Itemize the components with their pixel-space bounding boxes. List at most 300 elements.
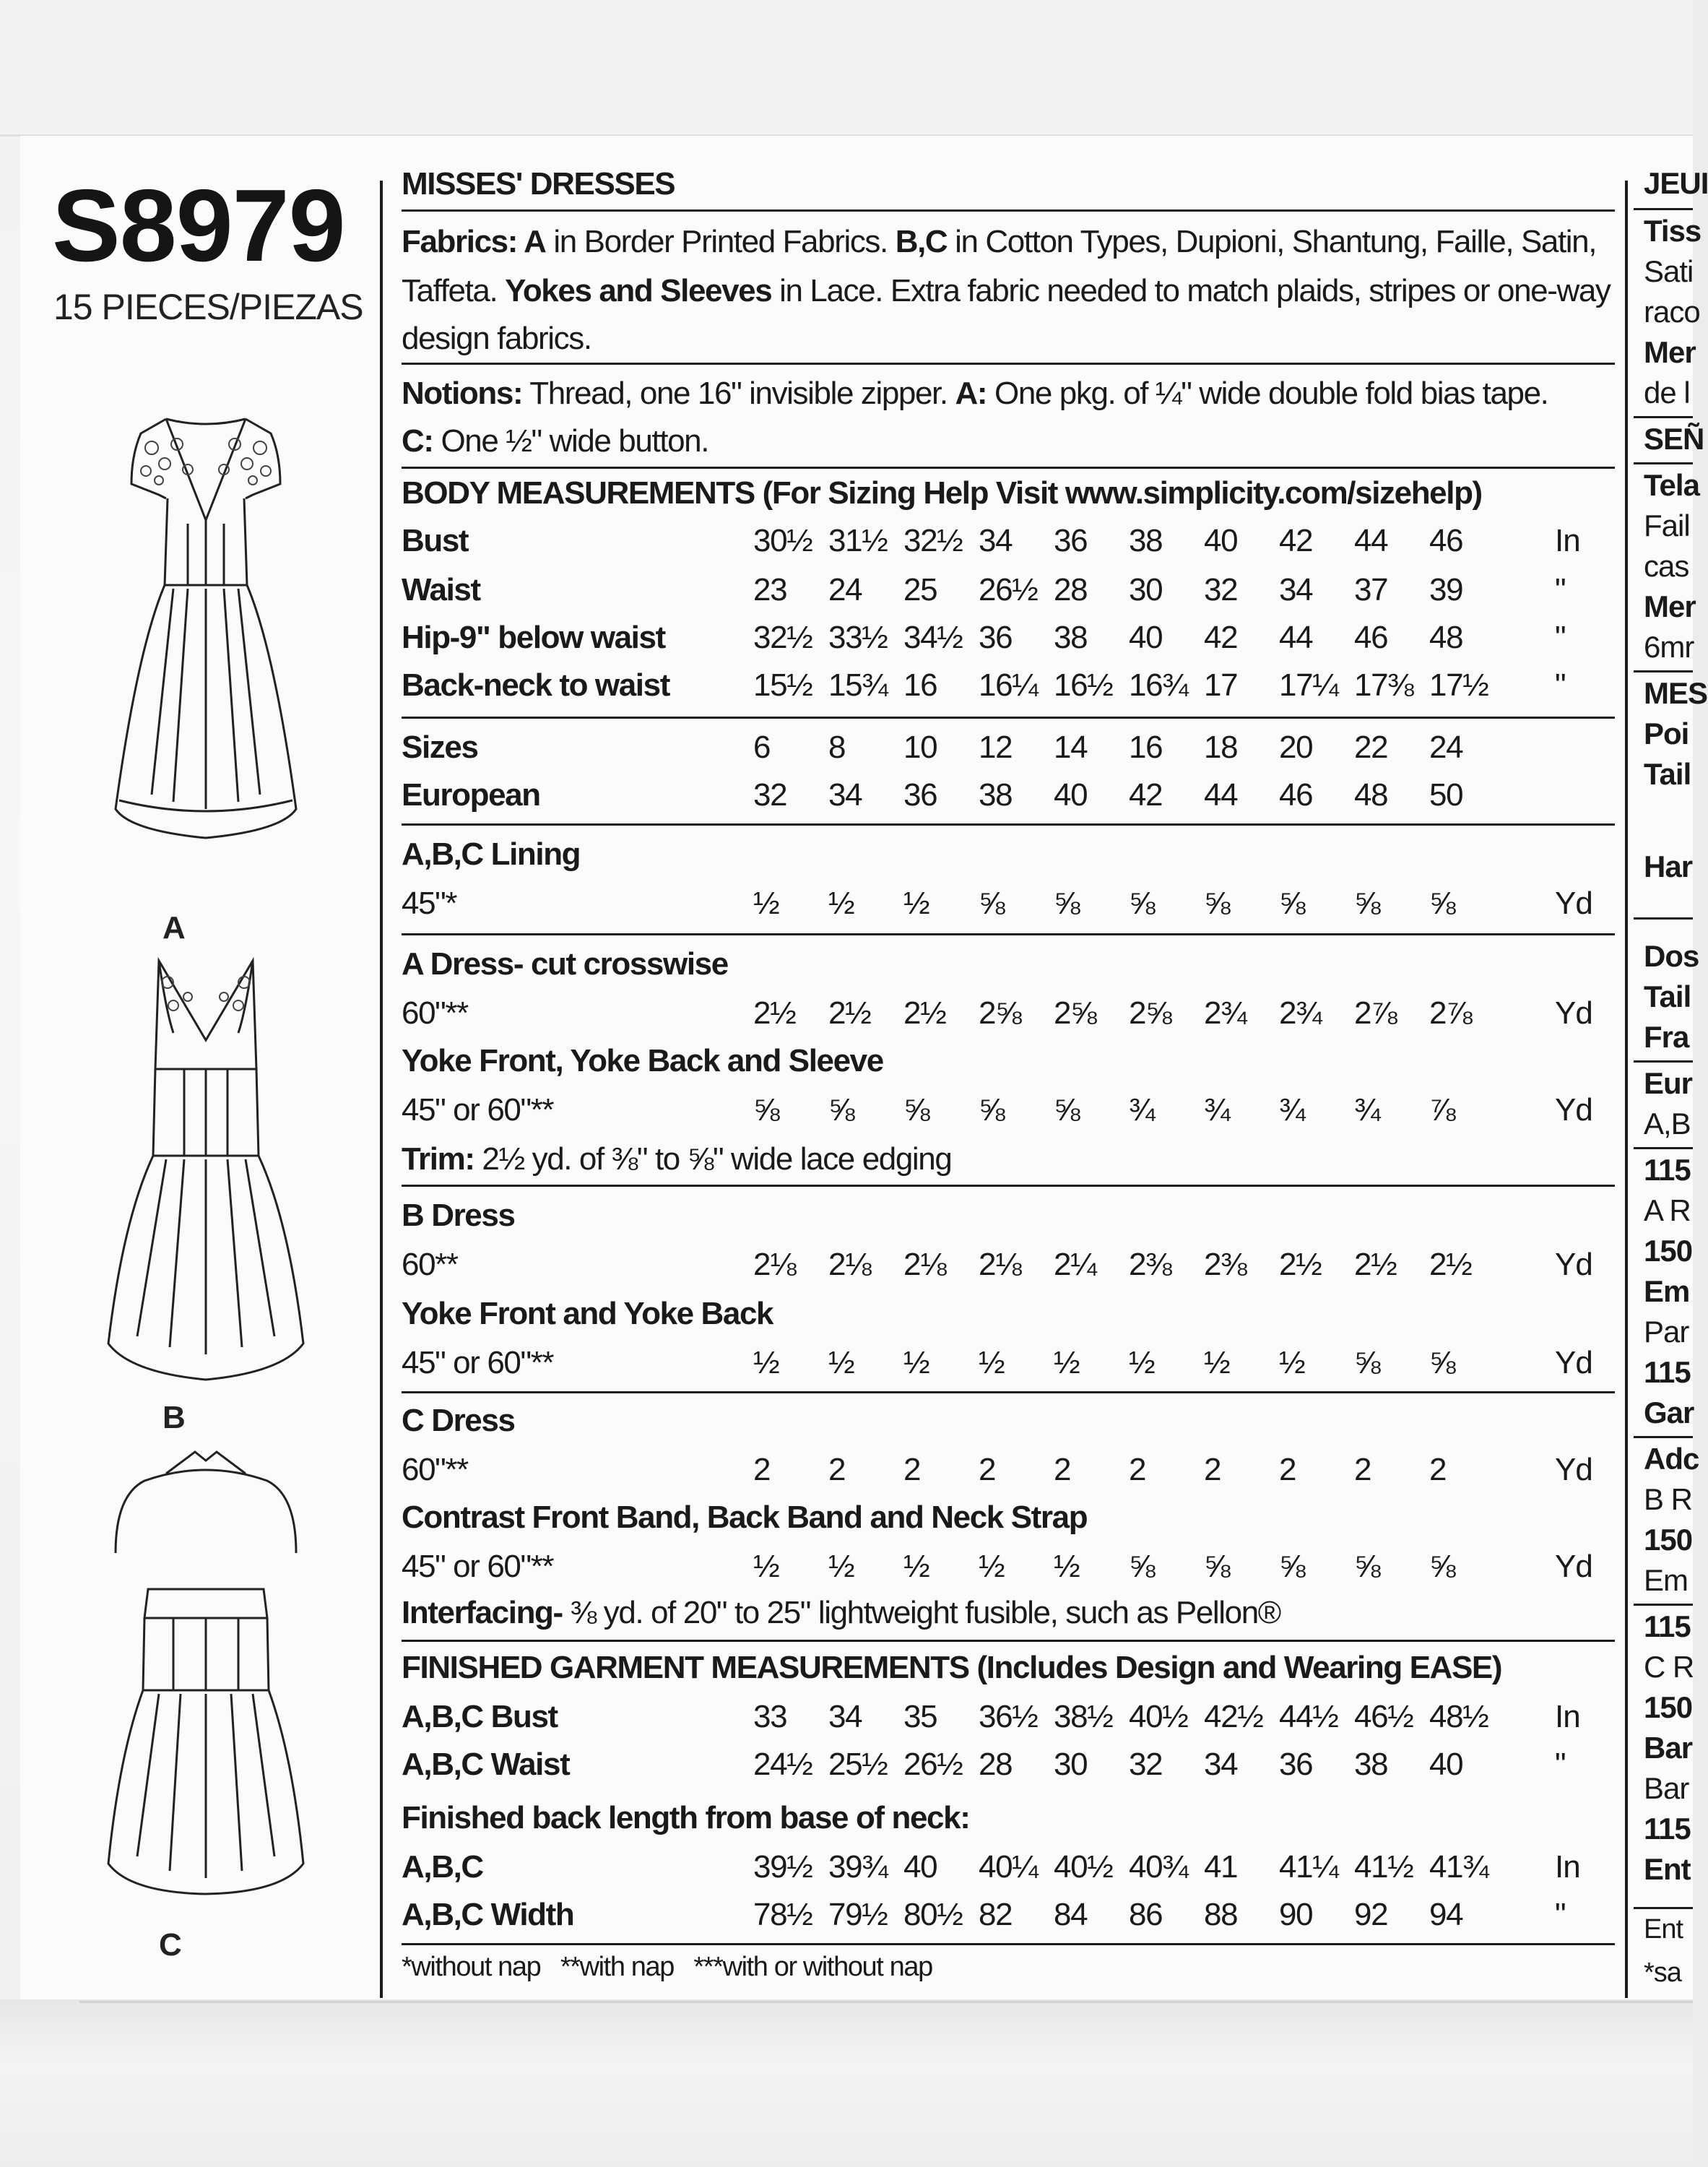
row-label: A,B,C Width [402, 1897, 574, 1932]
unit-label: In [1555, 1699, 1580, 1734]
row-label: European [402, 777, 540, 813]
rule [1634, 1604, 1693, 1606]
pattern-code: S8979 [52, 168, 345, 283]
spanish-text: Eur [1644, 1066, 1693, 1100]
cell: 2½ [1279, 1247, 1322, 1282]
cell: ⅝ [979, 886, 1005, 921]
cell: 36 [903, 777, 937, 813]
row-label: A,B,C Bust [402, 1699, 558, 1734]
cell: ½ [979, 1549, 1005, 1584]
spanish-text: Par [1644, 1315, 1689, 1349]
table-row [402, 1897, 1615, 1937]
cell: 25 [903, 572, 937, 607]
unit-label: Yd [1555, 1452, 1592, 1487]
cell: 26½ [979, 572, 1038, 607]
cell: ⅝ [1429, 1549, 1455, 1584]
cell: 17⅜ [1354, 667, 1413, 703]
cell: 48½ [1429, 1699, 1488, 1734]
spanish-text: Tail [1644, 979, 1691, 1013]
row-label: Sizes [402, 730, 478, 765]
rule [402, 209, 1615, 212]
cell: ½ [903, 1345, 929, 1380]
cell: 40¾ [1129, 1849, 1188, 1885]
cell: 2¼ [1054, 1247, 1096, 1282]
table-row [402, 730, 1615, 770]
cell: ⅝ [1354, 886, 1380, 921]
fabrics-text: in Cotton Types, Dupioni, Shantung, Faille, Satin, [947, 224, 1597, 259]
cell: 2⅝ [1129, 995, 1171, 1031]
cell: 34 [979, 523, 1013, 558]
envelope-bottom-flap [0, 1999, 1693, 2167]
column-divider-right [1625, 181, 1628, 1998]
a-trim-line [402, 1141, 951, 1177]
spanish-text: Bar [1644, 1731, 1693, 1765]
cell: ½ [903, 886, 929, 921]
row-label: 60"** [402, 1452, 468, 1487]
spanish-text: Tiss [1644, 214, 1702, 248]
cell: 15¾ [828, 667, 888, 703]
table-row [402, 1452, 1615, 1492]
spanish-text: JEUI [1644, 166, 1708, 200]
rule [1634, 1436, 1693, 1438]
cell: ⅝ [979, 1092, 1005, 1128]
cell: 16½ [1054, 667, 1113, 703]
cell: ½ [1054, 1549, 1080, 1584]
cell: 34 [828, 1699, 862, 1734]
cell: 86 [1129, 1897, 1163, 1932]
spanish-text: 115 [1644, 1812, 1691, 1846]
notions-line-2 [402, 423, 708, 459]
fabrics-text: in Lace. Extra fabric needed to match plaids, stripes or one-way [771, 273, 1611, 308]
table-row [402, 777, 1615, 818]
cell: 2 [1204, 1452, 1221, 1487]
cell: 28 [1054, 572, 1088, 607]
footnote: *without nap **with nap ***with or without nap [402, 1952, 932, 1982]
rule [402, 1640, 1615, 1642]
fabrics-yokes-label: Yokes and Sleeves [505, 273, 772, 308]
cell: 40 [1204, 523, 1238, 558]
cell: 16¾ [1129, 667, 1188, 703]
spanish-text: cas [1644, 549, 1689, 583]
unit-label: " [1555, 572, 1566, 607]
cell: 28 [979, 1747, 1013, 1782]
cell: 34 [828, 777, 862, 813]
cell: 42 [1129, 777, 1163, 813]
cell: 41½ [1354, 1849, 1413, 1885]
cell: 34½ [903, 620, 963, 655]
c-dress-heading: C Dress [402, 1403, 515, 1438]
cell: ⅝ [903, 1092, 929, 1128]
c-band-heading: Contrast Front Band, Back Band and Neck Strap [402, 1500, 1088, 1535]
unit-label: Yd [1555, 1092, 1592, 1128]
rule [1634, 670, 1693, 672]
cell: 39¾ [828, 1849, 888, 1885]
cell: 92 [1354, 1897, 1388, 1932]
cell: 48 [1429, 620, 1463, 655]
unit-label: " [1555, 667, 1566, 703]
cell: 94 [1429, 1897, 1463, 1932]
cell: 40½ [1129, 1699, 1188, 1734]
row-label: 45"* [402, 886, 457, 921]
unit-label: " [1555, 620, 1566, 655]
a-dress-heading: A Dress- cut crosswise [402, 946, 728, 982]
fabrics-view-bc: B,C [895, 224, 948, 259]
trim-text: 2½ yd. of ⅜" to ⅝" wide lace edging [474, 1141, 952, 1177]
cell: 44½ [1279, 1699, 1338, 1734]
cell: ⅝ [753, 1092, 779, 1128]
unit-label: Yd [1555, 1247, 1592, 1282]
table-row [402, 1699, 1615, 1739]
cell: ½ [1054, 1345, 1080, 1380]
cell: 30½ [753, 523, 812, 558]
cell: 33 [753, 1699, 787, 1734]
cell: 31½ [828, 523, 888, 558]
cell: 2⅛ [979, 1247, 1021, 1282]
cell: 39½ [753, 1849, 812, 1885]
cell: 44 [1354, 523, 1388, 558]
finished-heading [402, 1650, 1501, 1686]
cell: ¾ [1279, 1092, 1305, 1128]
notions-label: Notions: [402, 376, 523, 411]
spanish-text: Em [1644, 1563, 1688, 1597]
table-row [402, 667, 1615, 708]
spanish-text: A R [1644, 1193, 1691, 1227]
cell: 2⅞ [1354, 995, 1397, 1031]
cell: 88 [1204, 1897, 1238, 1932]
spanish-text: Mer [1644, 589, 1696, 623]
cell: 78½ [753, 1897, 812, 1932]
cell: 17¼ [1279, 667, 1338, 703]
cell: 39 [1429, 572, 1463, 607]
cell: 2¾ [1279, 995, 1322, 1031]
cell: 40¼ [979, 1849, 1038, 1885]
table-row [402, 1247, 1615, 1287]
rule [402, 363, 1615, 365]
fabrics-line-2 [402, 273, 1611, 309]
cell: 33½ [828, 620, 888, 655]
notions-view-a: A: [955, 376, 987, 411]
spanish-text: Gar [1644, 1396, 1694, 1429]
spanish-text: Adc [1644, 1442, 1699, 1476]
cell: ⅝ [1204, 886, 1230, 921]
cell: 24 [828, 572, 862, 607]
cell: ⅝ [1054, 886, 1080, 921]
row-label: Bust [402, 523, 469, 558]
spanish-text: C R [1644, 1650, 1694, 1684]
cell: 46 [1429, 523, 1463, 558]
finished-heading-bold: FINISHED GARMENT MEASUREMENTS [402, 1650, 969, 1685]
row-label: 60** [402, 1247, 458, 1282]
rule [1634, 208, 1693, 210]
cell: 2 [1429, 1452, 1447, 1487]
rule [1634, 1907, 1693, 1909]
cell: ⅝ [1429, 1345, 1455, 1380]
cell: 38 [1354, 1747, 1388, 1782]
spanish-text: Har [1644, 849, 1693, 883]
spanish-text: B R [1644, 1482, 1693, 1516]
cell: ⅝ [1429, 886, 1455, 921]
table-row [402, 1549, 1615, 1589]
view-b-dress-illustration [87, 953, 325, 1387]
cell: 42 [1279, 523, 1313, 558]
cell: ⅝ [1279, 1549, 1305, 1584]
finished-heading-note: (Includes Design and Wearing EASE) [968, 1650, 1502, 1685]
unit-label: Yd [1555, 1345, 1592, 1380]
cell: 10 [903, 730, 937, 765]
rule [1634, 1147, 1693, 1149]
row-label: 45" or 60"** [402, 1345, 554, 1380]
cell: 46 [1279, 777, 1313, 813]
fabrics-text: Taffeta. [402, 273, 506, 308]
table-row [402, 886, 1615, 926]
cell: ⅝ [1354, 1549, 1380, 1584]
cell: ⅝ [1129, 1549, 1155, 1584]
cell: 18 [1204, 730, 1238, 765]
cell: 42 [1204, 620, 1238, 655]
cell: 80½ [903, 1897, 963, 1932]
cell: 40½ [1054, 1849, 1113, 1885]
cell: 40 [1054, 777, 1088, 813]
cell: ⅝ [828, 1092, 854, 1128]
cell: ¾ [1129, 1092, 1155, 1128]
table-row [402, 1092, 1615, 1133]
cell: 24½ [753, 1747, 812, 1782]
view-c-dress-illustration [87, 1452, 325, 1900]
lining-heading: A,B,C Lining [402, 836, 581, 872]
cell: 38 [1054, 620, 1088, 655]
rule [402, 823, 1615, 826]
cell: 79½ [828, 1897, 888, 1932]
table-row [402, 1747, 1615, 1787]
table-row [402, 523, 1615, 563]
cell: 2½ [1429, 1247, 1472, 1282]
table-row [402, 620, 1615, 660]
spanish-text: MES [1644, 676, 1708, 710]
left-column [43, 144, 376, 1994]
cell: ⅝ [1279, 886, 1305, 921]
cell: 24 [1429, 730, 1463, 765]
c-interfacing-line [402, 1595, 1280, 1631]
spanish-text: 6mr [1644, 630, 1694, 664]
view-c-label: C [159, 1927, 182, 1963]
cell: 90 [1279, 1897, 1313, 1932]
spanish-text: de l [1644, 376, 1690, 410]
table-row [402, 1849, 1615, 1890]
cell: ½ [1129, 1345, 1155, 1380]
cell: ¾ [1204, 1092, 1230, 1128]
table-row [402, 572, 1615, 613]
cell: 44 [1204, 777, 1238, 813]
spanish-text: Fail [1644, 509, 1690, 542]
spanish-text: A,B [1644, 1107, 1691, 1141]
cell: 46½ [1354, 1699, 1413, 1734]
spanish-column-fragment [1634, 166, 1708, 2001]
rule [402, 467, 1615, 469]
cell: ½ [753, 886, 779, 921]
spanish-text: Dos [1644, 939, 1699, 973]
page-title: MISSES' DRESSES [402, 166, 675, 202]
spanish-text: Ent [1644, 1852, 1691, 1886]
cell: 36 [1054, 523, 1088, 558]
cell: 16 [903, 667, 937, 703]
unit-label: " [1555, 1747, 1566, 1782]
fabrics-line-1 [402, 224, 1596, 260]
cell: 2¾ [1204, 995, 1247, 1031]
cell: 42½ [1204, 1699, 1263, 1734]
cell: 48 [1354, 777, 1388, 813]
spanish-text: Poi [1644, 717, 1689, 751]
spanish-text: Fra [1644, 1020, 1689, 1054]
flap-edge-line [79, 2001, 1693, 2003]
cell: 2 [1129, 1452, 1146, 1487]
cell: 44 [1279, 620, 1313, 655]
cell: 2⅝ [979, 995, 1021, 1031]
rule [402, 1185, 1615, 1187]
cell: 38½ [1054, 1699, 1113, 1734]
b-dress-heading: B Dress [402, 1198, 515, 1233]
rule [402, 717, 1615, 719]
cell: 2⅜ [1204, 1247, 1247, 1282]
spanish-text: *sa [1644, 1958, 1681, 1988]
cell: 41¼ [1279, 1849, 1338, 1885]
row-label: Back-neck to waist [402, 667, 669, 703]
spanish-text: 115 [1644, 1609, 1691, 1643]
row-label: 45" or 60"** [402, 1092, 554, 1128]
cell: 23 [753, 572, 787, 607]
unit-label: Yd [1555, 886, 1592, 921]
cell: 2½ [1354, 1247, 1397, 1282]
cell: 16 [1129, 730, 1163, 765]
spanish-text: 115 [1644, 1153, 1691, 1187]
cell: 2½ [828, 995, 871, 1031]
cell: 15½ [753, 667, 812, 703]
b-yoke-heading: Yoke Front and Yoke Back [402, 1296, 773, 1331]
cell: 38 [1129, 523, 1163, 558]
cell: ½ [1204, 1345, 1230, 1380]
row-label: Waist [402, 572, 480, 607]
cell: 2⅝ [1054, 995, 1096, 1031]
cell: 26½ [903, 1747, 963, 1782]
spanish-text: Sati [1644, 254, 1694, 288]
rule [1634, 917, 1693, 920]
cell: ⅝ [1054, 1092, 1080, 1128]
spanish-text: Tail [1644, 757, 1691, 791]
cell: 35 [903, 1699, 937, 1734]
cell: 20 [1279, 730, 1313, 765]
table-row [402, 1345, 1615, 1385]
cell: ½ [828, 1345, 854, 1380]
cell: 2⅛ [903, 1247, 946, 1282]
cell: 2⅞ [1429, 995, 1472, 1031]
column-divider [380, 181, 383, 1998]
cell: ½ [1279, 1345, 1305, 1380]
cell: 46 [1354, 620, 1388, 655]
cell: 2 [979, 1452, 996, 1487]
cell: 30 [1054, 1747, 1088, 1782]
cell: 2 [1054, 1452, 1071, 1487]
body-measurements-heading: BODY MEASUREMENTS (For Sizing Help Visit www.simplicity.com/sizehelp) [402, 475, 1482, 511]
fabrics-text: in Border Printed Fabrics. [545, 224, 896, 259]
spanish-text: Bar [1644, 1771, 1689, 1805]
unit-label: In [1555, 1849, 1580, 1885]
pieces-count: 15 PIECES/PIEZAS [53, 287, 363, 327]
cell: 17½ [1429, 667, 1488, 703]
cell: 41 [1204, 1849, 1238, 1885]
fabrics-view-a: A [524, 224, 546, 259]
cell: 2 [903, 1452, 921, 1487]
cell: 2½ [903, 995, 946, 1031]
cell: 84 [1054, 1897, 1088, 1932]
unit-label: " [1555, 1897, 1566, 1932]
cell: 2⅛ [828, 1247, 871, 1282]
cell: 25½ [828, 1747, 888, 1782]
rule [402, 1391, 1615, 1393]
cell: 36½ [979, 1699, 1038, 1734]
back-length-heading: Finished back length from base of neck: [402, 1800, 970, 1835]
cell: 40 [903, 1849, 937, 1885]
cell: ½ [753, 1549, 779, 1584]
cell: ½ [903, 1549, 929, 1584]
cell: 2 [1279, 1452, 1296, 1487]
spanish-text: raco [1644, 295, 1700, 329]
rule [1634, 416, 1693, 418]
interfacing-label: Interfacing- [402, 1595, 563, 1630]
unit-label: Yd [1555, 995, 1592, 1031]
cell: 2 [1354, 1452, 1371, 1487]
cell: 30 [1129, 572, 1163, 607]
cell: 32 [753, 777, 787, 813]
cell: 40 [1129, 620, 1163, 655]
notions-text: One pkg. of ¼" wide double fold bias tape. [987, 376, 1548, 411]
a-yoke-heading: Yoke Front, Yoke Back and Sleeve [402, 1043, 883, 1078]
cell: 32½ [753, 620, 812, 655]
cell: 36 [979, 620, 1013, 655]
notions-line-1 [402, 376, 1548, 412]
table-row [402, 995, 1615, 1036]
cell: 2⅜ [1129, 1247, 1171, 1282]
cell: 37 [1354, 572, 1388, 607]
cell: 2 [828, 1452, 846, 1487]
cell: 8 [828, 730, 846, 765]
row-label: Hip-9" below waist [402, 620, 665, 655]
spanish-text: Em [1644, 1274, 1690, 1308]
spanish-text: 150 [1644, 1234, 1693, 1268]
cell: 32 [1204, 572, 1238, 607]
cell: 32 [1129, 1747, 1163, 1782]
cell: 2⅛ [753, 1247, 796, 1282]
trim-label: Trim: [402, 1141, 474, 1177]
cell: 36 [1279, 1747, 1313, 1782]
fabrics-label: Fabrics: [402, 224, 524, 259]
cell: ½ [753, 1345, 779, 1380]
cell: 41¾ [1429, 1849, 1488, 1885]
spanish-text: Ent [1644, 1914, 1683, 1945]
spanish-text: Tela [1644, 468, 1699, 502]
cell: ⅞ [1429, 1092, 1455, 1128]
cell: ⅝ [1129, 886, 1155, 921]
view-a-dress-illustration [87, 405, 325, 932]
cell: 16¼ [979, 667, 1038, 703]
spanish-text: SEÑ [1644, 422, 1704, 456]
cell: 34 [1279, 572, 1313, 607]
cell: 17 [1204, 667, 1238, 703]
spanish-text: Mer [1644, 335, 1696, 369]
notions-text: Thread, one 16" invisible zipper. [522, 376, 955, 411]
notions-view-c: C: [402, 423, 433, 459]
cell: ⅝ [1204, 1549, 1230, 1584]
interfacing-text: ⅜ yd. of 20" to 25" lightweight fusible, such as Pellon® [562, 1595, 1280, 1630]
cell: 12 [979, 730, 1013, 765]
